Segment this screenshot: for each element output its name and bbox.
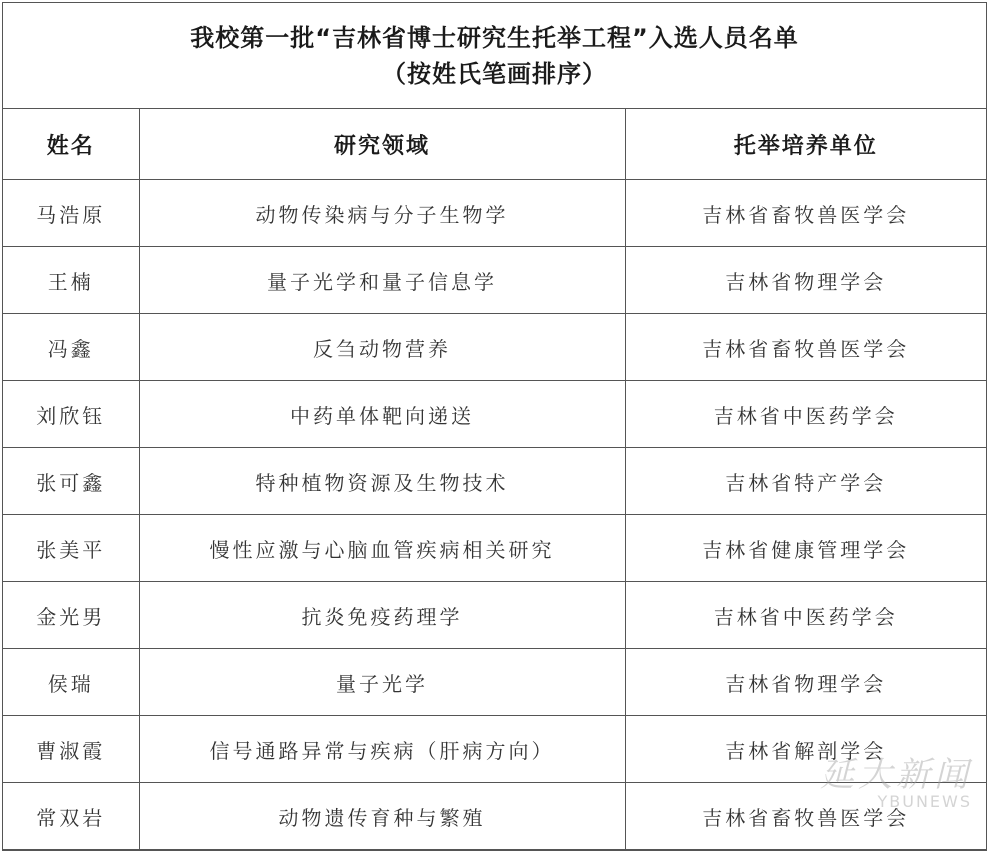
cell-name: 金光男 — [3, 582, 139, 649]
cell-field: 慢性应激与心脑血管疾病相关研究 — [139, 515, 625, 582]
cell-field: 中药单体靶向递送 — [139, 381, 625, 448]
title-block — [3, 3, 986, 109]
cell-unit: 吉林省畜牧兽医学会 — [625, 783, 986, 850]
table-row — [3, 314, 986, 381]
cell-unit: 吉林省健康管理学会 — [625, 515, 986, 582]
cell-field: 量子光学 — [139, 649, 625, 716]
watermark-en: YBUNEWS — [877, 792, 972, 811]
table-header-row — [3, 109, 986, 180]
table-row — [3, 515, 986, 582]
page-subtitle: （按姓氏笔画排序） — [382, 59, 607, 88]
table-row — [3, 381, 986, 448]
cell-unit: 吉林省畜牧兽医学会 — [625, 314, 986, 381]
cell-field: 信号通路异常与疾病（肝病方向） — [139, 716, 625, 783]
cell-name: 马浩原 — [3, 180, 139, 247]
watermark-cn: 延大新闻 — [820, 755, 972, 795]
table-row — [3, 783, 986, 850]
header-unit: 托举培养单位 — [625, 109, 986, 180]
cell-name: 张可鑫 — [3, 448, 139, 515]
document-sheet — [2, 2, 987, 851]
cell-name: 曹淑霞 — [3, 716, 139, 783]
cell-name: 刘欣钰 — [3, 381, 139, 448]
cell-field: 动物传染病与分子生物学 — [139, 180, 625, 247]
header-name: 姓名 — [3, 109, 139, 180]
cell-unit: 吉林省物理学会 — [625, 649, 986, 716]
candidate-table — [3, 109, 986, 850]
table-row — [3, 180, 986, 247]
table-row — [3, 448, 986, 515]
cell-unit: 吉林省解剖学会 — [625, 716, 986, 783]
cell-unit: 吉林省中医药学会 — [625, 582, 986, 649]
table-row — [3, 582, 986, 649]
cell-name: 侯瑞 — [3, 649, 139, 716]
cell-field: 特种植物资源及生物技术 — [139, 448, 625, 515]
cell-unit: 吉林省物理学会 — [625, 247, 986, 314]
cell-name: 张美平 — [3, 515, 139, 582]
page-title: 我校第一批“吉林省博士研究生托举工程”入选人员名单 — [190, 23, 799, 52]
cell-name: 王楠 — [3, 247, 139, 314]
cell-unit: 吉林省畜牧兽医学会 — [625, 180, 986, 247]
cell-field: 抗炎免疫药理学 — [139, 582, 625, 649]
table-row — [3, 649, 986, 716]
cell-field: 动物遗传育种与繁殖 — [139, 783, 625, 850]
cell-unit: 吉林省中医药学会 — [625, 381, 986, 448]
cell-name: 冯鑫 — [3, 314, 139, 381]
table-row — [3, 716, 986, 783]
table-row — [3, 247, 986, 314]
cell-unit: 吉林省特产学会 — [625, 448, 986, 515]
cell-field: 量子光学和量子信息学 — [139, 247, 625, 314]
cell-field: 反刍动物营养 — [139, 314, 625, 381]
cell-name: 常双岩 — [3, 783, 139, 850]
header-field: 研究领域 — [139, 109, 625, 180]
